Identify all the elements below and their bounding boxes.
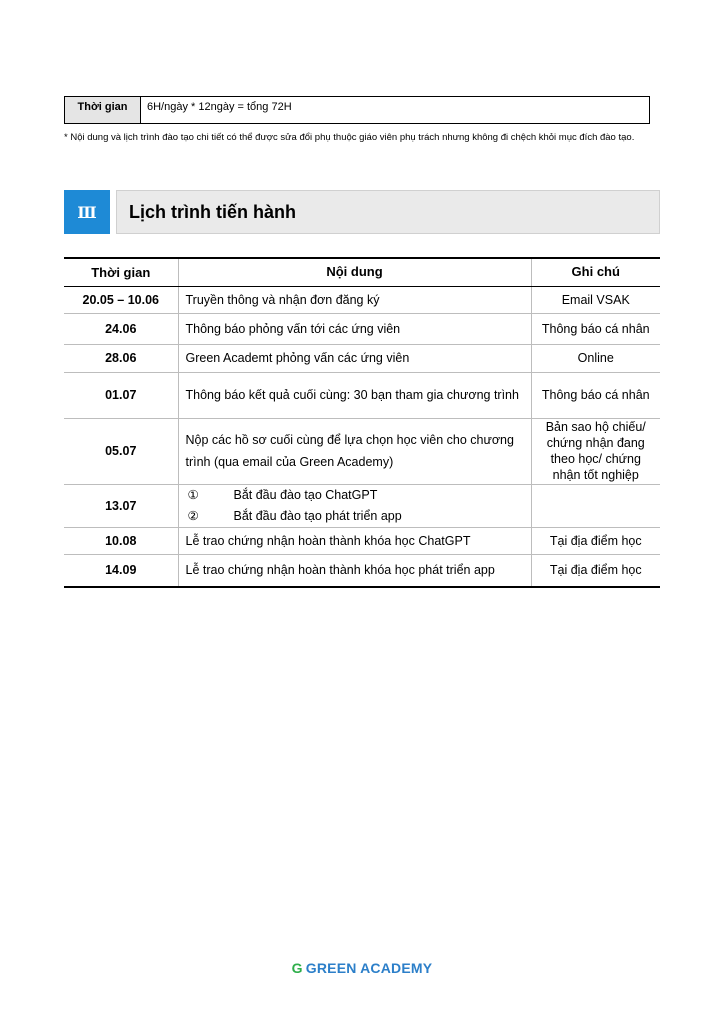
row-content: Lễ trao chứng nhận hoàn thành khóa học ChatGPT <box>178 527 531 554</box>
row-content: Thông báo kết quả cuối cùng: 30 bạn tham gia chương trình <box>178 372 531 418</box>
duration-label: Thời gian <box>65 97 141 123</box>
row-content: Green Academt phỏng vấn các ứng viên <box>178 344 531 372</box>
table-row <box>64 372 660 418</box>
row-note: Online <box>531 344 660 372</box>
row-content: Thông báo phỏng vấn tới các ứng viên <box>178 313 531 344</box>
row-note: Email VSAK <box>531 286 660 313</box>
header-time: Thời gian <box>64 258 178 286</box>
row-date: 28.06 <box>64 344 178 372</box>
item-number: ① <box>187 487 199 502</box>
item-text: Bắt đầu đào tạo ChatGPT <box>233 487 378 502</box>
training-duration-box <box>64 96 650 124</box>
row-note: Tại địa điểm học <box>531 554 660 587</box>
row-content: Truyền thông và nhận đơn đăng ký <box>178 286 531 313</box>
row-content: Lễ trao chứng nhận hoàn thành khóa học phát triển app <box>178 554 531 587</box>
row-date: 01.07 <box>64 372 178 418</box>
training-note: * Nội dung và lịch trình đào tạo chi tiết có thể được sửa đổi phụ thuộc giáo viên phụ trách nhưng không đi chệch khỏi mục đích đào tạo. <box>64 132 635 143</box>
g-logo-icon: G <box>291 960 303 976</box>
row-note: Tại địa điểm học <box>531 527 660 554</box>
list-item <box>186 506 524 527</box>
row-date: 05.07 <box>64 418 178 484</box>
schedule-table <box>64 257 660 588</box>
item-text: Bắt đầu đào tạo phát triển app <box>233 508 402 523</box>
row-note: Thông báo cá nhân <box>531 313 660 344</box>
header-note: Ghi chú <box>531 258 660 286</box>
row-date: 20.05 – 10.06 <box>64 286 178 313</box>
item-number: ② <box>187 508 199 523</box>
green-academy-logo <box>0 960 724 976</box>
section-title: Lịch trình tiến hành <box>116 190 660 234</box>
row-date: 14.09 <box>64 554 178 587</box>
table-row <box>64 418 660 484</box>
table-row <box>64 484 660 527</box>
logo-text: GREEN ACADEMY <box>305 960 433 976</box>
row-note: Bản sao hộ chiếu/ chứng nhận đang theo học/ chứng nhận tốt nghiệp <box>531 418 660 484</box>
row-date: 10.08 <box>64 527 178 554</box>
row-content-list <box>178 484 531 527</box>
row-note: Thông báo cá nhân <box>531 372 660 418</box>
table-row <box>64 286 660 313</box>
table-row <box>64 554 660 587</box>
duration-value: 6H/ngày * 12ngày = tổng 72H <box>147 101 292 113</box>
table-row <box>64 344 660 372</box>
section-number-badge: Ⅲ <box>64 190 110 234</box>
table-row <box>64 313 660 344</box>
row-note <box>531 484 660 527</box>
header-content: Nội dung <box>178 258 531 286</box>
table-header-row <box>64 258 660 286</box>
row-content: Nộp các hồ sơ cuối cùng để lựa chọn học viên cho chương trình (qua email của Green Academy) <box>178 418 531 484</box>
table-row <box>64 527 660 554</box>
row-date: 13.07 <box>64 484 178 527</box>
row-date: 24.06 <box>64 313 178 344</box>
list-item <box>186 485 524 506</box>
